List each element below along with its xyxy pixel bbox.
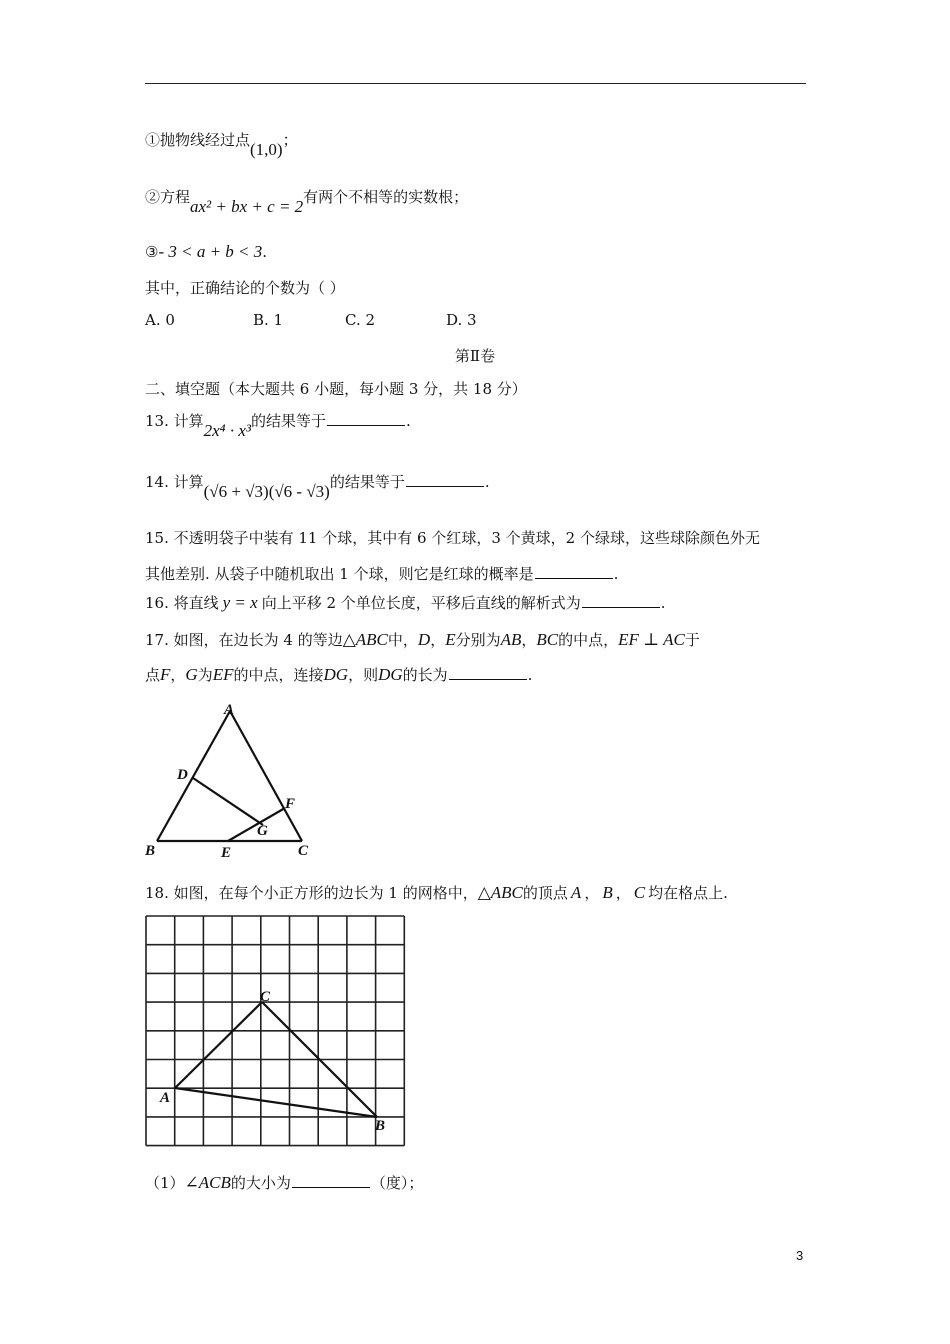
label-a: A (160, 1090, 171, 1106)
question-17-line-1 (145, 629, 700, 650)
q17-text: 中， (387, 631, 418, 649)
q18-text: 均在格点上. (648, 884, 728, 902)
answer-blank[interactable] (406, 485, 484, 487)
point-e: E (445, 630, 456, 649)
vertex-a: A (570, 883, 582, 902)
answer-blank[interactable] (292, 1186, 370, 1188)
answer-blank[interactable] (582, 606, 660, 608)
triangle-abc: △ABC (342, 630, 388, 649)
conclusion-2 (145, 186, 469, 216)
question-15-line-1: 15. 不透明袋子中装有 11 个球，其中有 6 个红球，3 个黄球，2 个绿球，这些球除颜色外无 (145, 529, 760, 547)
segment-dg-line (193, 778, 263, 825)
q17-text: 17. 如图，在边长为 4 的等边 (145, 631, 343, 649)
volume-title: 第Ⅱ卷 (454, 347, 496, 365)
q13-end: . (406, 412, 411, 430)
conclusion-3 (145, 242, 267, 262)
question-stem: 其中，正确结论的个数为（ ） (145, 279, 345, 297)
q16-end: . (660, 594, 666, 612)
equation: ax² + bx + c = 2 (190, 197, 304, 216)
q16-post: 向上平移 2 个单位长度，平移后直线的解析式为 (261, 594, 581, 612)
q17-text: ， (170, 666, 186, 684)
side-ac (230, 711, 302, 841)
conclusion-3-text: ③ (145, 243, 159, 261)
q16-line-equation: y = x (222, 593, 258, 612)
perpendicular-ef-ac: EF ⊥ AC (618, 630, 685, 649)
conclusion-1-text: ①抛物线经过点 (145, 131, 251, 149)
label-a: A (224, 702, 235, 718)
page-number: 3 (796, 1248, 804, 1263)
question-17-line-2 (145, 664, 532, 685)
q17-text: 的长为 (402, 666, 448, 684)
q14-pre: 14. 计算 (145, 473, 204, 491)
q17-text: 的中点， (558, 631, 619, 649)
q13-post: 的结果等于 (250, 412, 326, 430)
q18-text: ， (584, 884, 600, 902)
q13-pre: 13. 计算 (145, 412, 204, 430)
side-ac (175, 1002, 262, 1088)
label-c: C (298, 843, 309, 859)
point-d: D (417, 630, 431, 649)
q17-text: . (527, 666, 533, 684)
q18-1-post: 的大小为 (230, 1174, 291, 1192)
answer-blank[interactable] (327, 424, 405, 426)
option-b: B. 1 (253, 311, 284, 329)
q16-pre: 16. 将直线 (145, 594, 219, 612)
label-c: C (260, 989, 271, 1005)
segment-bc: BC (536, 630, 559, 649)
point-1-0: (1,0) (250, 140, 283, 159)
grid-figure (140, 910, 415, 1155)
question-14 (145, 471, 490, 501)
label-g: G (257, 823, 268, 839)
conclusion-1-end: ； (282, 131, 298, 149)
segment-ab: AB (500, 630, 522, 649)
option-d: D. 3 (446, 311, 477, 329)
q17-text: ，则 (348, 666, 379, 684)
question-18 (145, 882, 728, 903)
conclusion-2-end: 有两个不相等的实数根； (303, 188, 469, 206)
q14-expression: (√6 + √3)(√6 - √3) (203, 482, 330, 501)
q14-end: . (484, 473, 490, 491)
question-16 (145, 592, 666, 613)
label-f: F (285, 796, 296, 812)
q17-text: 分别为 (455, 631, 501, 649)
q17-text: ， (430, 631, 446, 649)
vertex-c: C (633, 883, 646, 902)
segment-dg: DG (323, 665, 349, 684)
q17-text: ， (521, 631, 537, 649)
answer-blank[interactable] (449, 678, 527, 680)
q18-1-pre: （1） (145, 1174, 185, 1192)
option-a: A. 0 (145, 311, 175, 329)
question-13 (145, 410, 411, 440)
vertex-b: B (602, 883, 613, 902)
q18-text: ， (615, 884, 631, 902)
segment-dg: DG (378, 665, 403, 684)
side-ab (157, 711, 230, 841)
point-g: G (185, 665, 198, 684)
label-e: E (221, 845, 232, 861)
q18-text: 的顶点 (522, 884, 568, 902)
q17-text: 的中点，连接 (233, 666, 324, 684)
q15-text: 其他差别. 从袋子中随机取出 1 个球，则它是红球的概率是 (145, 565, 534, 583)
label-b: B (375, 1118, 386, 1134)
q15-end: . (613, 565, 619, 583)
angle-acb: ∠ACB (184, 1173, 231, 1192)
q18-1-end: （度）； (370, 1174, 424, 1192)
segment-ef: EF (212, 665, 234, 684)
q17-text: 于 (684, 631, 700, 649)
q17-text: 点 (145, 666, 161, 684)
conclusion-1 (145, 129, 298, 159)
inequality: - 3 < a + b < 3 (158, 242, 263, 261)
options (145, 311, 477, 329)
section-heading: 二、填空题（本大题共 6 小题，每小题 3 分，共 18 分） (145, 380, 527, 398)
label-d: D (177, 767, 188, 783)
q14-post: 的结果等于 (329, 473, 405, 491)
conclusion-3-end: . (262, 243, 268, 261)
label-b: B (145, 843, 156, 859)
q13-expression: 2x⁴ · x³ (203, 421, 251, 440)
option-c: C. 2 (345, 311, 376, 329)
question-15-line-2 (145, 563, 618, 584)
question-18-part-1 (145, 1172, 423, 1193)
q18-text: 18. 如图，在每个小正方形的边长为 1 的网格中， (145, 884, 478, 902)
header-rule (145, 83, 806, 84)
triangle-figure (140, 698, 320, 863)
conclusion-2-text: ②方程 (145, 188, 191, 206)
point-f: F (160, 665, 171, 684)
triangle-abc: △ABC (477, 883, 523, 902)
q17-text: 为 (197, 666, 213, 684)
answer-blank[interactable] (535, 577, 613, 579)
